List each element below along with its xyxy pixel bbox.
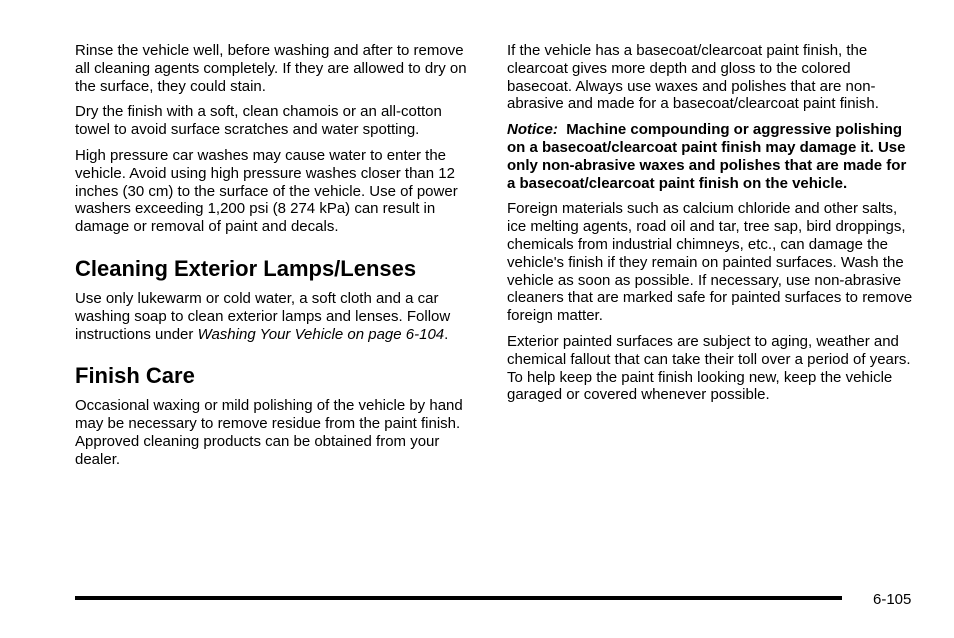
notice-block: [507, 121, 917, 192]
pressure-wash-paragraph: High pressure car washes may cause water to enter the vehicle. Avoid using high pressure washes closer than 12 inches (30 cm) to the surface of the vehicle. Use of power washers exceeding 1,200 psi (8 274 kPa) can result in damage or removal of paint and decals.: [75, 146, 458, 236]
finish-care-paragraph: Occasional waxing or mild polishing of the vehicle by hand may be necessary to remove residue from the paint finish. Approved cleaning products can be obtained from your dealer.: [75, 397, 463, 468]
rinse-paragraph: Rinse the vehicle well, before washing and after to remove all cleaning agents completely. If they are allowed to dry on the surface, they could stain.: [75, 42, 467, 95]
dry-paragraph: Dry the finish with a soft, clean chamois or an all-cotton towel to avoid surface scratches and water spotting.: [75, 103, 442, 139]
finish-care-heading: Finish Care: [75, 363, 195, 389]
lamps-text: Use only lukewarm or cold water, a soft cloth and a car washing soap to clean exterior lamps and lenses. Follow instructions under: [75, 289, 451, 343]
lamps-paragraph: [75, 290, 480, 343]
aging-paragraph: Exterior painted surfaces are subject to aging, weather and chemical fallout that can take their toll over a period of years. To help keep the paint finish looking new, keep the vehicle garaged or covered whenever possible.: [507, 332, 911, 404]
notice-label: Notice:: [507, 121, 558, 139]
right-column: [507, 42, 917, 412]
left-column: [75, 42, 480, 477]
washing-vehicle-reference[interactable]: Washing Your Vehicle on page 6-104: [197, 325, 445, 343]
basecoat-paragraph: If the vehicle has a basecoat/clearcoat paint finish, the clearcoat gives more depth and gloss to the colored basecoat. Always use waxes and polishes that are non-abrasive and made for a basecoat/clearcoat paint finish.: [507, 42, 879, 113]
foreign-materials-paragraph: Foreign materials such as calcium chloride and other salts, ice melting agents, road oil and tar, tree sap, bird droppings, chemicals from industrial chimneys, etc., can damage the vehicle's finish if they remain on painted surfaces. Wash the vehicle as soon as possible. If necessary, use non-abrasive cleaners that are marked safe for painted surfaces to remove foreign matter.: [507, 200, 913, 325]
page-number: 6-105: [873, 591, 912, 608]
lamps-heading: Cleaning Exterior Lamps/Lenses: [75, 255, 417, 281]
notice-body: Machine compounding or aggressive polishing on a basecoat/clearcoat paint finish may damage it. Use only non-abrasive waxes and polishes that are made for a basecoat/clearcoat paint finish on the vehicle.: [507, 121, 907, 192]
footer-rule: [75, 596, 842, 600]
lamps-end: .: [444, 325, 449, 343]
